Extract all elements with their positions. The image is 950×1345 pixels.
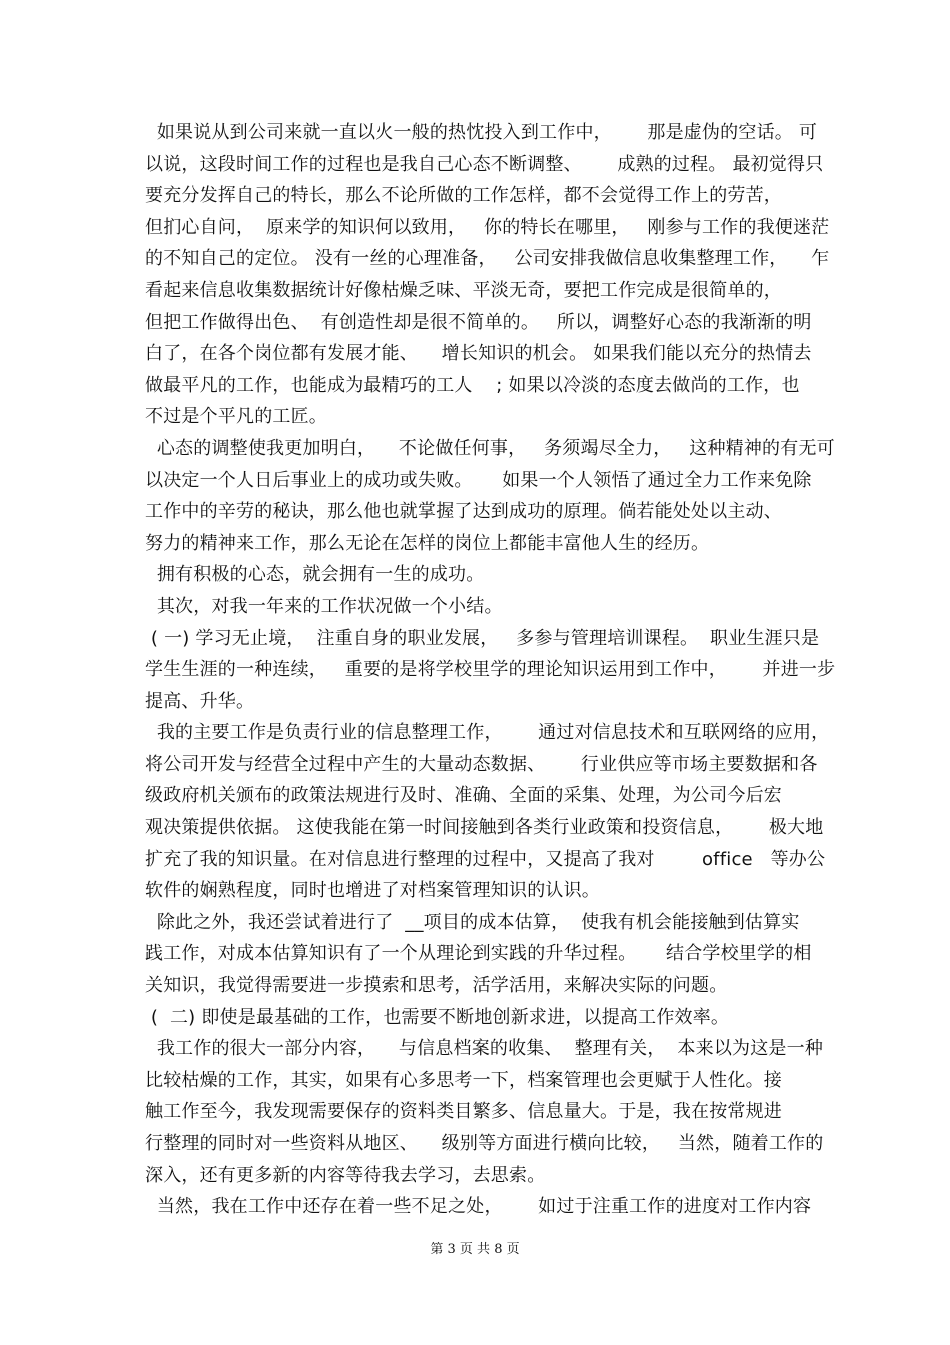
text-line: 其次，对我一年来的工作状况做一个小结。 <box>145 595 503 617</box>
text-line: 如果说从到公司来就一直以火一般的热忱投入到工作中， 那是虚伪的空话。 可 <box>145 122 818 143</box>
text-line: 但扪心自问， 原来学的知识何以致用， 你的特长在哪里， 刚参与工作的我便迷茫 <box>145 216 830 238</box>
text-line: 行整理的同时对一些资料从地区、 级别等方面进行横向比较， 当然，随着工作的 <box>145 1133 824 1154</box>
text-line: 工作中的辛劳的秘诀，那么他也就掌握了达到成功的原理。倘若能处处以主动、 <box>145 501 782 523</box>
text-line: 心态的调整使我更加明白， 不论做任何事， 务须竭尽全力， 这种精神的有无可 <box>145 437 835 459</box>
text-line: 观决策提供依据。 这使我能在第一时间接触到各类行业政策和投资信息， 极大地 <box>145 817 824 839</box>
text-line: 软件的娴熟程度，同时也增进了对档案管理知识的认识。 <box>145 880 600 902</box>
text-line: 看起来信息收集数据统计好像枯燥乏味、平淡无奇，要把工作完成是很简单的， <box>145 279 782 301</box>
text-line: 比较枯燥的工作，其实，如果有心多思考一下，档案管理也会更赋于人性化。接 <box>145 1069 782 1091</box>
text-line: 级政府机关颁布的政策法规进行及时、准确、全面的采集、处理，为公司今后宏 <box>145 785 782 807</box>
body-text <box>145 117 836 1223</box>
text-line: 践工作，对成本估算知识有了一个从理论到实践的升华过程。 结合学校里学的相 <box>145 943 812 965</box>
text-line: 要充分发挥自己的特长，那么不论所做的工作怎样，都不会觉得工作上的劳苦， <box>145 185 782 207</box>
text-line: 不过是个平凡的工匠。 <box>145 406 327 428</box>
text-line: ( 一) 学习无止境， 注重自身的职业发展， 多参与管理培训课程。 职业生涯只是 <box>145 627 820 649</box>
text-line: 以决定一个人日后事业上的成功或失败。 如果一个人领悟了通过全力工作来免除 <box>145 469 812 491</box>
text-line: 关知识，我觉得需要进一步摸索和思考，活学活用，来解决实际的问题。 <box>145 975 728 997</box>
text-line: 以说，这段时间工作的过程也是我自己心态不断调整、 成熟的过程。 最初觉得只 <box>145 153 824 175</box>
text-line: 当然，我在工作中还存在着一些不足之处， 如过于注重工作的进度对工作内容 <box>145 1196 812 1218</box>
text-line: 但把工作做得出色、 有创造性却是很不简单的。 所以，调整好心态的我渐渐的明 <box>145 311 812 333</box>
text-line: 努力的精神来工作，那么无论在怎样的岗位上都能丰富他人生的经历。 <box>145 532 710 554</box>
text-line: 除此之外，我还尝试着进行了 __项目的成本估算， 使我有机会能接触到估算实 <box>145 911 800 933</box>
text-line: ( 二) 即使是最基础的工作，也需要不断地创新求进，以提高工作效率。 <box>145 1006 730 1028</box>
text-line: 做最平凡的工作，也能成为最精巧的工人 ; 如果以冷淡的态度去做尚的工作，也 <box>145 374 800 396</box>
text-line: 学生生涯的一种连续， 重要的是将学校里学的理论知识运用到工作中， 并进一步 <box>145 659 836 681</box>
text-line: 触工作至今，我发现需要保存的资料类目繁多、信息量大。于是，我在按常规进 <box>145 1101 782 1123</box>
text-line: 我的主要工作是负责行业的信息整理工作， 通过对信息技术和互联网络的应用， <box>145 722 830 744</box>
text-line: 提高、升华。 <box>145 690 255 712</box>
text-line: 深入，还有更多新的内容等待我去学习，去思索。 <box>145 1164 546 1186</box>
text-line: 的不知自己的定位。 没有一丝的心理准备， 公司安排我做信息收集整理工作， 乍 <box>145 248 830 270</box>
text-line: 扩充了我的知识量。在对信息进行整理的过程中，又提高了我对 office 等办公 <box>145 848 826 870</box>
text-line: 白了，在各个岗位都有发展才能、 增长知识的机会。 如果我们能以充分的热情去 <box>145 343 812 365</box>
text-line: 我工作的很大一部分内容， 与信息档案的收集、 整理有关， 本来以为这是一种 <box>145 1038 824 1060</box>
page-footer: 第 3 页 共 8 页 <box>430 1242 520 1257</box>
text-line: 将公司开发与经营全过程中产生的大量动态数据、 行业供应等市场主要数据和各 <box>145 753 818 775</box>
text-line: 拥有积极的心态，就会拥有一生的成功。 <box>145 564 485 586</box>
